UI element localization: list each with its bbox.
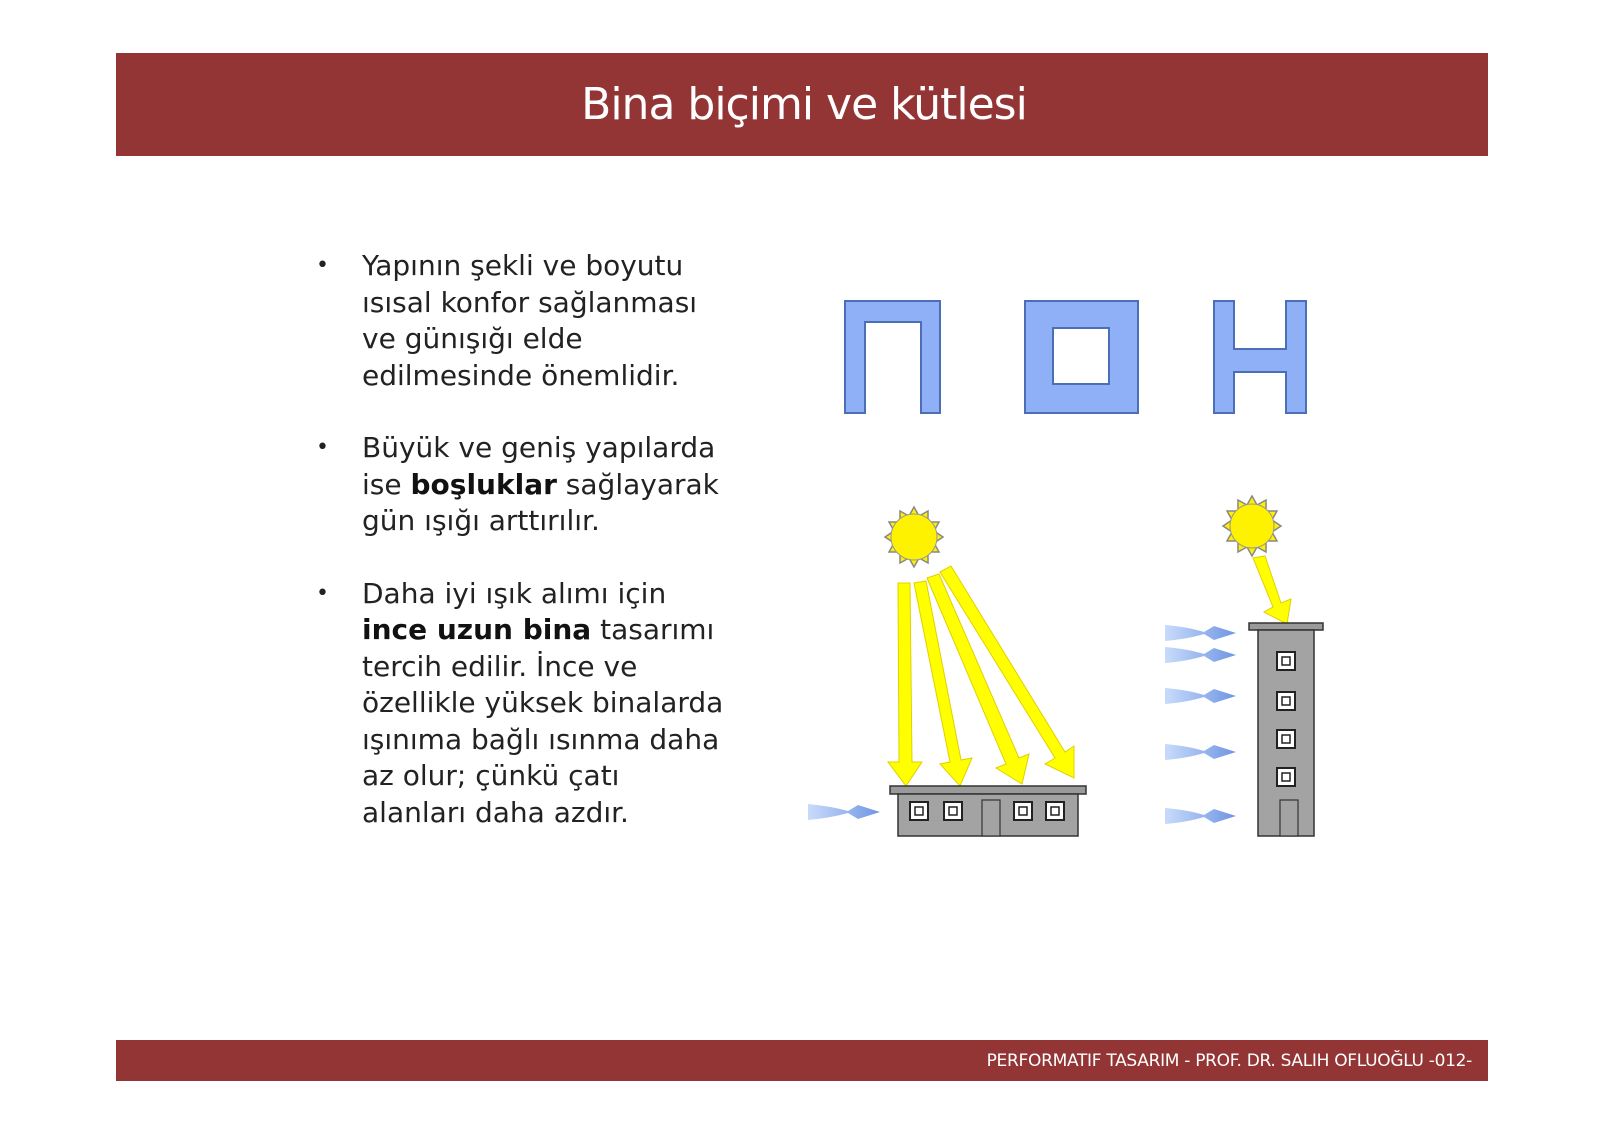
- bullet-marker: •: [316, 435, 329, 460]
- bullet-text: tasarımı tercih edilir. İnce ve özellikle yüksek binalarda ışınıma bağlı ısınma daha az olur; çünkü çatı alanları daha azdır.: [362, 613, 724, 829]
- window: [1014, 802, 1032, 820]
- bullet-list: [310, 248, 730, 867]
- h-plan-shape: [1214, 301, 1306, 413]
- bullet-bold-text: ince uzun bina: [362, 613, 592, 646]
- door: [1280, 800, 1298, 836]
- bullet-text: Büyük ve geniş yapılarda ise: [362, 431, 716, 501]
- bullet-bold-text: boşluklar: [410, 467, 557, 501]
- bullet-marker: •: [316, 580, 329, 606]
- tall-building: [1249, 623, 1323, 836]
- page-title: Bina biçimi ve kütlesi: [581, 79, 1027, 130]
- plan-shapes: [845, 301, 1306, 413]
- window: [1277, 652, 1295, 670]
- title-bar: [116, 53, 1488, 156]
- footer-bar: [116, 1040, 1488, 1081]
- bullet-text: Yapının şekli ve boyutu ısısal konfor sağlanması ve günışığı elde edilmesinde önemlidir.: [362, 249, 698, 392]
- bullet-item: [310, 248, 730, 394]
- wide-building: [890, 786, 1086, 836]
- bullet-marker: •: [316, 253, 329, 278]
- wind-arrow-icon: [1165, 625, 1236, 641]
- ray-arrow: [888, 583, 922, 786]
- bullet-text: Daha iyi ışık alımı için: [362, 576, 667, 610]
- window: [1277, 692, 1295, 710]
- sun-icon: [885, 507, 943, 567]
- wind-arrow-icon: [1165, 647, 1236, 663]
- ray-arrow: [1253, 556, 1291, 624]
- wind-arrow-icon: [1165, 744, 1236, 760]
- wind-arrow-icon: [1165, 808, 1236, 824]
- bullet-text: sağlayarak gün ışığı arttırılır.: [362, 467, 719, 537]
- sun-ray-arrows: [888, 566, 1074, 786]
- window: [1277, 730, 1295, 748]
- bullet-item: [310, 576, 730, 832]
- courtyard-plan-shape: [1025, 301, 1138, 413]
- door: [982, 800, 1000, 836]
- window: [1046, 802, 1064, 820]
- wind-arrow-icon: [1165, 688, 1236, 704]
- building-form-illustration: [800, 285, 1360, 865]
- sun-icon: [1223, 496, 1281, 556]
- window: [910, 802, 928, 820]
- window: [944, 802, 962, 820]
- wind-arrow-icon: [808, 804, 880, 820]
- u-plan-shape: [845, 301, 940, 413]
- window: [1277, 768, 1295, 786]
- bullet-item: [310, 430, 730, 540]
- footer-text: PERFORMATIF TASARIM - PROF. DR. SALIH OFLUOĞLU -012-: [986, 1050, 1472, 1071]
